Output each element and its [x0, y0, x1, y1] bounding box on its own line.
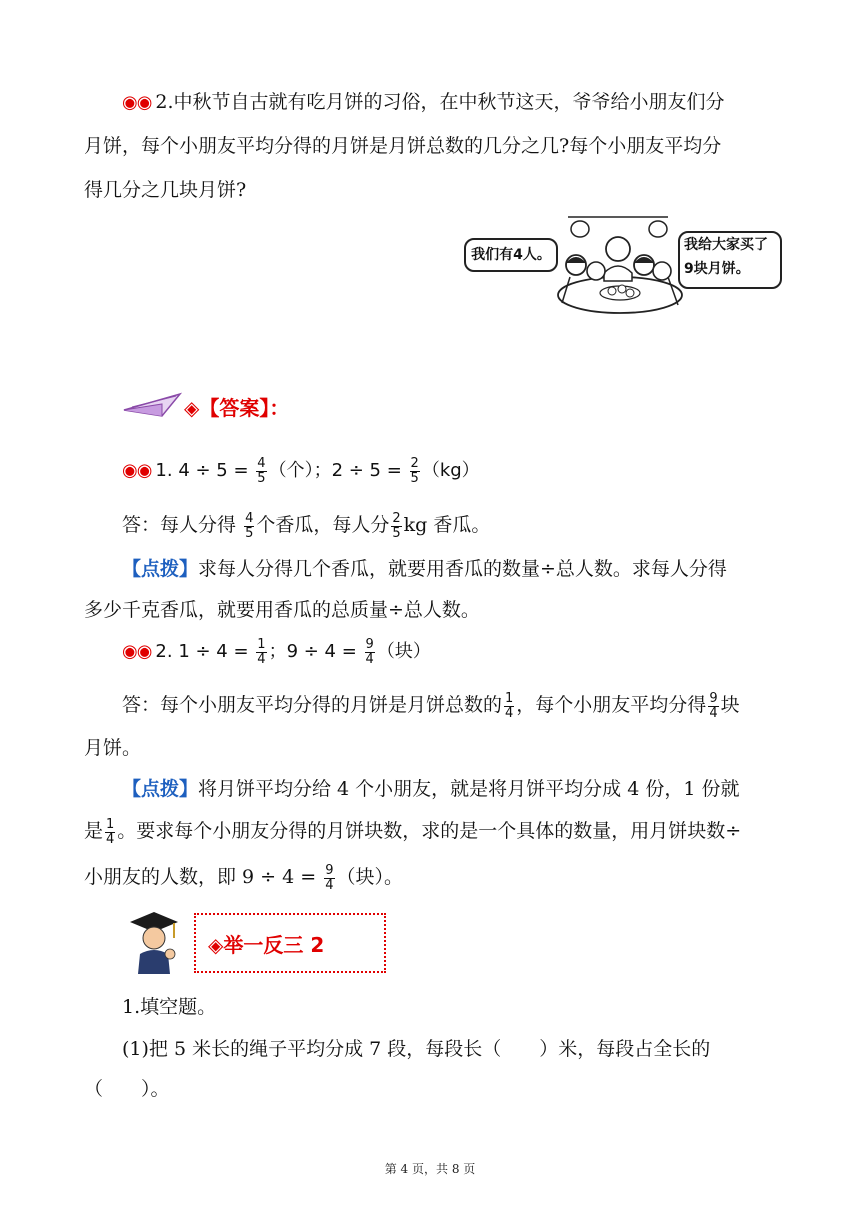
tip-label: 【点拨】: [122, 558, 199, 580]
section-title-box: [194, 913, 386, 973]
fraction: $\frac{9}{4}$: [325, 862, 334, 893]
exercise-heading: 1.填空题。: [122, 996, 217, 1018]
fraction: $\frac{1}{4}$: [106, 816, 115, 847]
question-2-line-2: 月饼，每个小朋友平均分得的月饼是月饼总数的几分之几?每个小朋友平均分: [84, 135, 722, 157]
answer-2-tip-line-1: 【点拨】将月饼平均分给 4 个小朋友，就是将月饼平均分成 4 份，1 份就: [122, 778, 740, 800]
question-2-line-1: ◉◉ 2.中秋节自古就有吃月饼的习俗，在中秋节这天，爷爷给小朋友们分: [122, 91, 725, 113]
answer-2-tip-line-3: 小朋友的人数，即 9 ÷ 4 = $\frac{9}{4}$ （块）。: [84, 862, 404, 893]
answer-1-statement: 答：每人分得 $\frac{4}{5}$ 个香瓜，每人分 $\frac{2}{5}$ kg 香瓜。: [122, 510, 491, 541]
speech-bubble-grandpa: 我给大家买了 9块月饼。: [678, 231, 782, 289]
tip-label: 【点拨】: [122, 778, 199, 800]
answer-2-equation: ◉◉ 2. 1 ÷ 4 = $\frac{1}{4}$ ；9 ÷ 4 = $\frac{9}{4}$ （块）: [122, 636, 431, 667]
fraction: $\frac{4}{5}$: [245, 510, 254, 541]
answer-label: ◈【答案】：: [184, 396, 290, 420]
question-2-line-3: 得几分之几块月饼?: [84, 179, 247, 201]
graduate-icon: [126, 908, 182, 976]
answer-1-equation: ◉◉ 1. 4 ÷ 5 = $\frac{4}{5}$ （个）；2 ÷ 5 = $\frac{2}{5}$ （kg）: [122, 455, 480, 486]
difficulty-marker: ◉◉: [122, 92, 152, 113]
answer-1-tip-line-1: 【点拨】求每人分得几个香瓜，就要用香瓜的数量÷总人数。求每人分得: [122, 558, 727, 580]
page-number: 第 4 页，共 8 页: [384, 1162, 476, 1176]
paper-plane-icon: [122, 390, 184, 420]
fraction: $\frac{9}{4}$: [365, 636, 374, 667]
exercise-item-1-line-1: (1)把 5 米长的绳子平均分成 7 段，每段长（ ）米，每段占全长的: [122, 1038, 711, 1060]
speech-bubble-children: 我们有4人。: [464, 238, 558, 272]
answer-1-tip-line-2: 多少千克香瓜，就要用香瓜的总质量÷总人数。: [84, 599, 480, 621]
answer-2-statement-line-2: 月饼。: [84, 737, 142, 759]
section-title: ◈举一反三 2: [208, 933, 325, 957]
fraction: $\frac{4}{5}$: [257, 455, 266, 486]
fraction: $\frac{2}{5}$: [410, 455, 419, 486]
answer-2-statement-line-1: 答：每个小朋友平均分得的月饼是月饼总数的 $\frac{1}{4}$ ，每个小朋友平均分得 $\frac{9}{4}$ 块: [122, 690, 740, 721]
fraction: $\frac{1}{4}$: [257, 636, 266, 667]
answer-2-tip-line-2: 是 $\frac{1}{4}$ 。要求每个小朋友分得的月饼块数，求的是一个具体的数量，用月饼块数÷: [84, 816, 742, 847]
exercise-item-1-line-2: （ ）。: [84, 1078, 170, 1100]
fraction: $\frac{1}{4}$: [505, 690, 514, 721]
fraction: $\frac{9}{4}$: [709, 690, 718, 721]
mooncake-illustration: [458, 213, 776, 325]
fraction: $\frac{2}{5}$: [392, 510, 401, 541]
